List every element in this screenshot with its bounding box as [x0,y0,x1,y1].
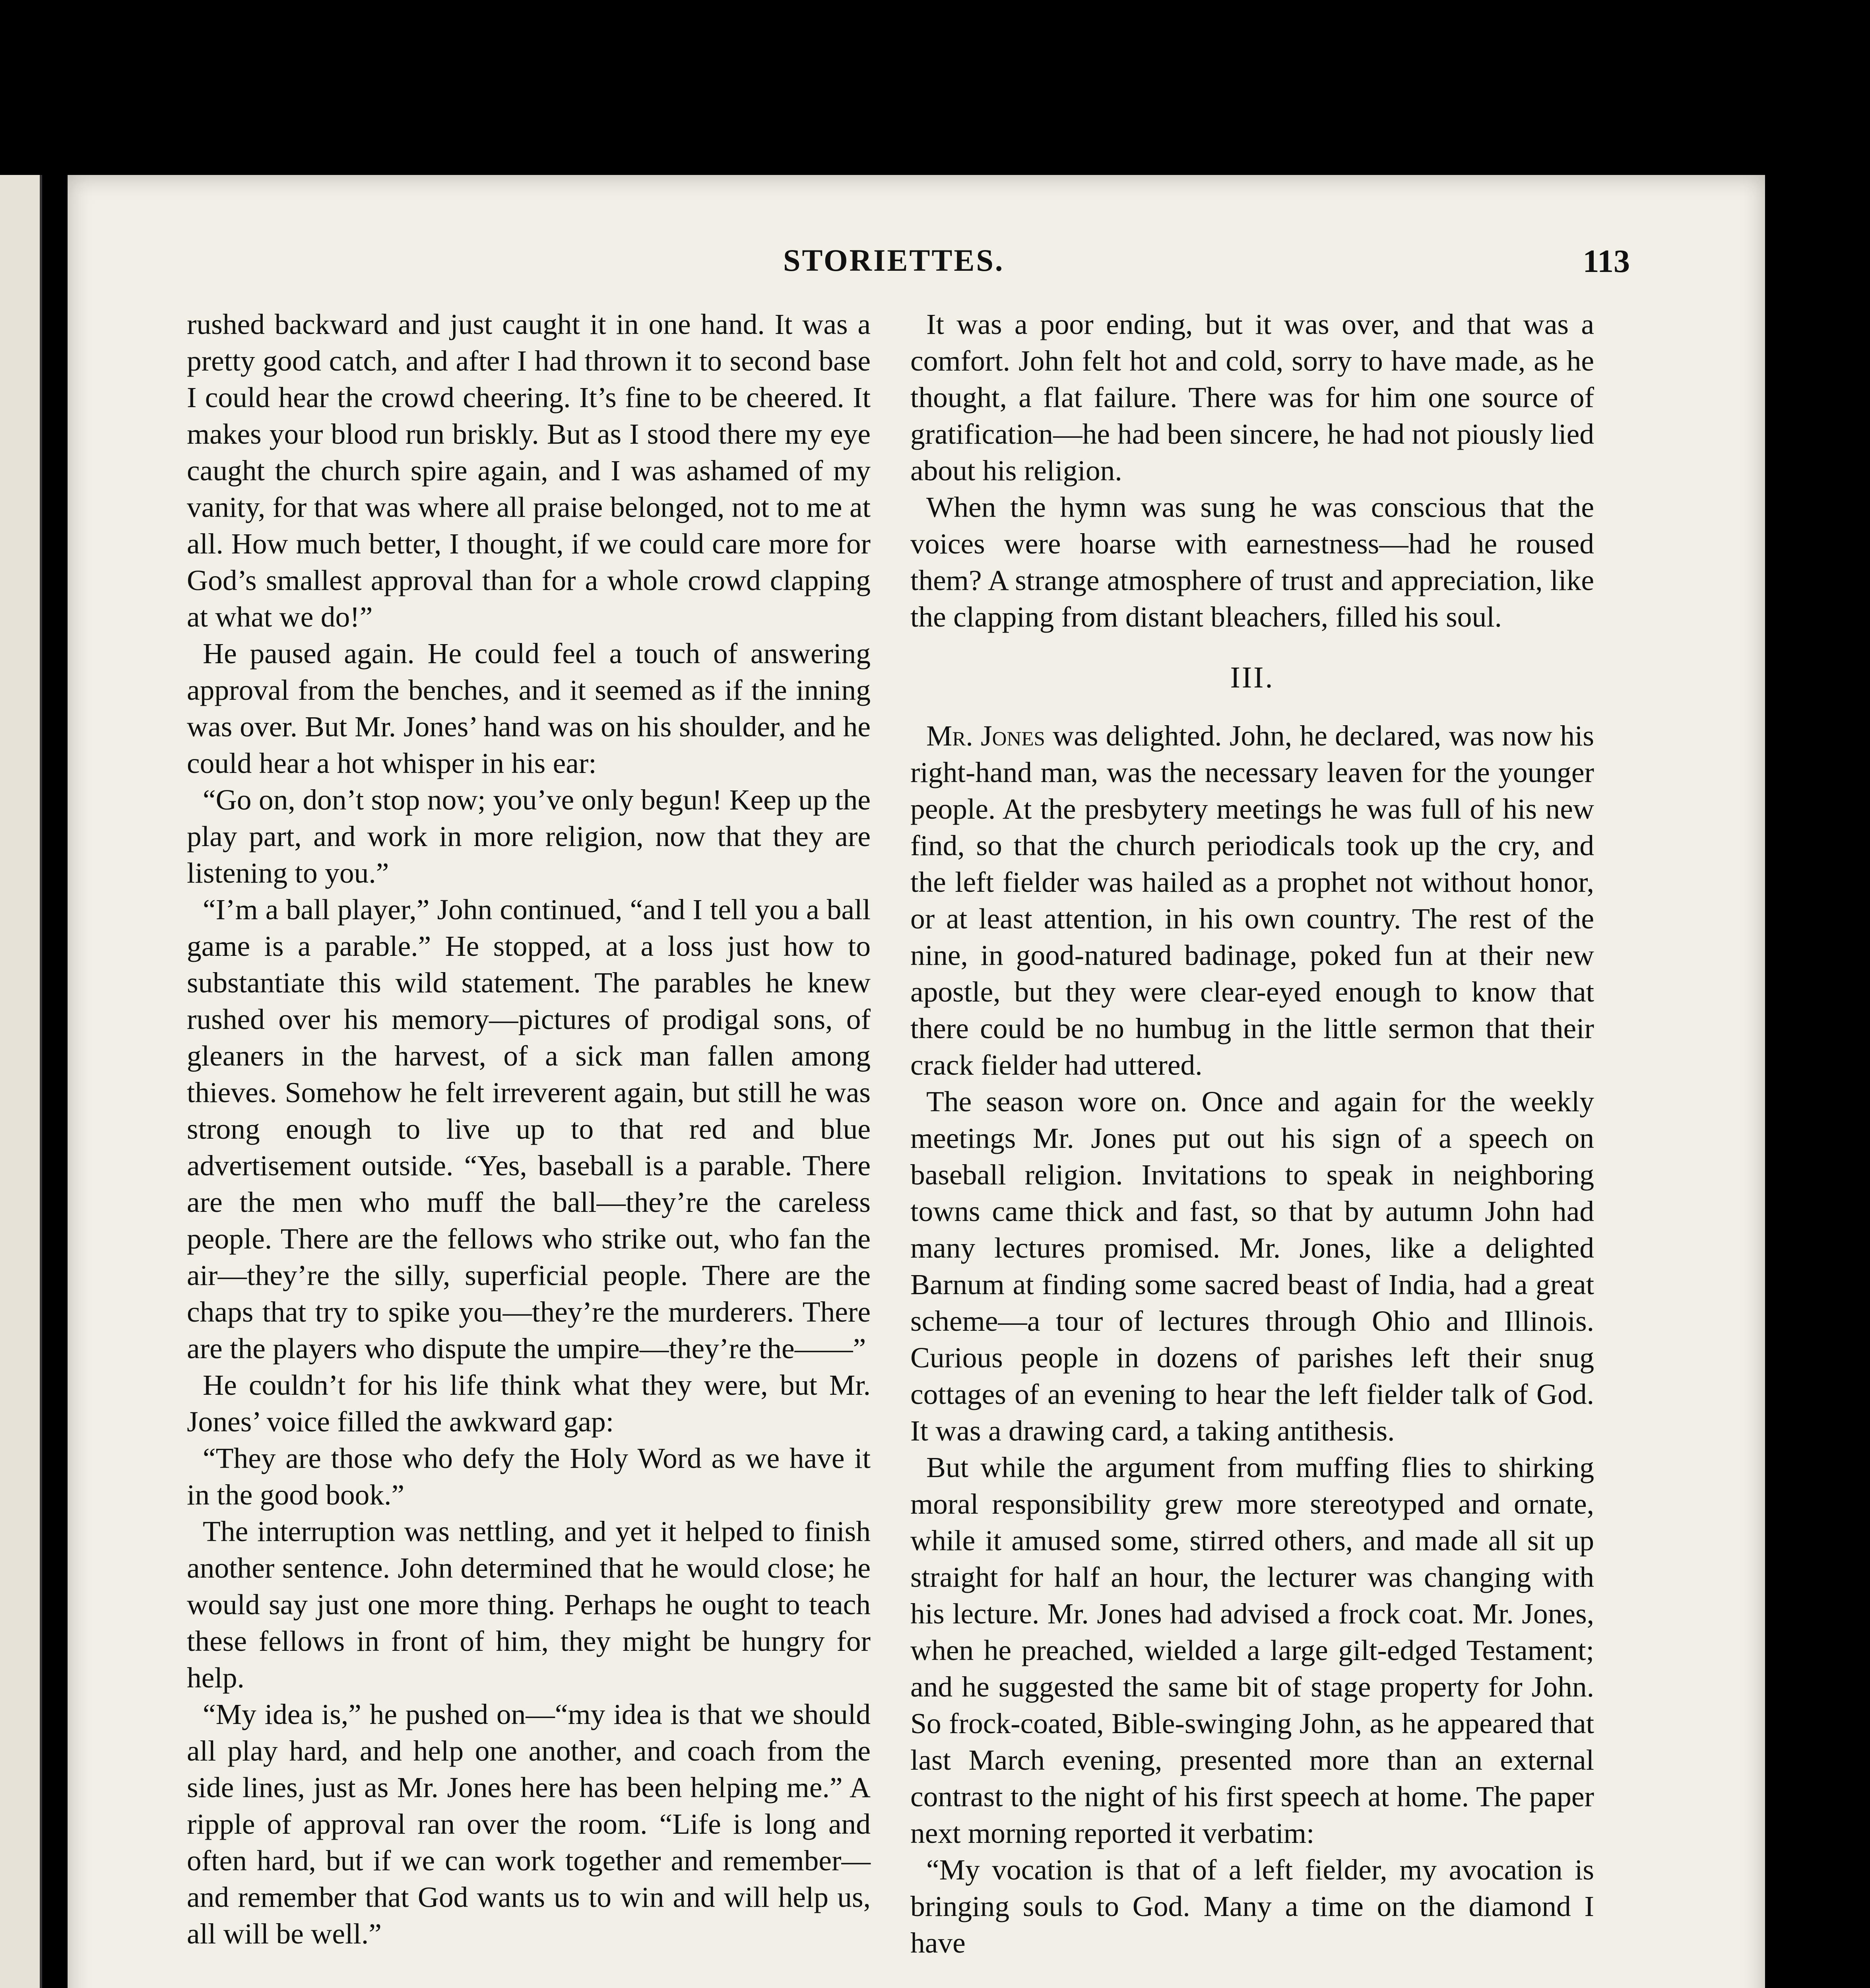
paragraph: When the hymn was sung he was conscious that the voices were hoarse with earnestness—had he roused them? A strange atmosphere of trust and appreciation, like the clapping from distant bleachers, filled his soul. [910,491,1594,633]
adjacent-page-edge [0,175,42,1988]
paragraph: He couldn’t for his life think what they were, but Mr. Jones’ voice filled the awkward gap: [187,1369,871,1438]
paragraph: “They are those who defy the Holy Word as we have it in the good book.” [187,1442,871,1511]
paragraph: “I’m a ball player,” John continued, “and I tell you a ball game is a parable.” He stopped, at a loss just how to substantiate this wild statement. The parables he knew rushed over his memory—pictures of prodigal sons, of gleaners in the harvest, of a sick man fallen among thieves. Somehow he felt irreverent again, but still he was strong enough to live up to that red and blue advertisement outside. “Yes, baseball is a parable. There are the men who muff the ball—they’re the careless people. There are the fellows who strike out, who fan the air—they’re the silly, superficial people. There are the chaps that try to spike you—they’re the murderers. There are the players who dispute the umpire—they’re the——” [187,893,871,1365]
paragraph: It was a poor ending, but it was over, and that was a comfort. John felt hot and cold, sorry to have made, as he thought, a flat failure. There was for him one source of gratification—he had been sincere, he had not piously lied about his religion. [910,308,1594,487]
paragraph: rushed backward and just caught it in one hand. It was a pretty good catch, and after I had thrown it to second base I could hear the crowd cheering. It’s fine to be cheered. It makes your blood run briskly. But as I stood there my eye caught the church spire again, and I was ashamed of my vanity, for that was where all praise belonged, not to me at all. How much better, I thought, if we could care more for God’s smallest approval than for a whole crowd clapping at what we do!” [187,308,871,633]
paragraph [910,718,1594,1083]
book-page [68,175,1765,1988]
right-column [910,306,1594,1961]
paragraph: “Go on, don’t stop now; you’ve only begun! Keep up the play part, and work in more religion, now that they are listening to you.” [187,784,871,889]
paragraph: “My idea is,” he pushed on—“my idea is that we should all play hard, and help one another, and coach from the side lines, just as Mr. Jones here has been helping me.” A ripple of approval ran over the room. “Life is long and often hard, but if we can work together and remember—and remember that God wants us to win and will help us, all will be well.” [187,1698,871,1950]
paragraph-body: was delighted. John, he declared, was now his right-hand man, was the necessary leaven for the younger people. At the presbytery meetings he was full of his new find, so that the church periodicals took up the cry, and the left fielder was hailed as a prophet not without honor, or at least attention, in his own country. The rest of the nine, in good-natured badinage, poked fun at their new apostle, but they were clear-eyed enough to know that there could be no humbug in the little sermon that their crack fielder had uttered. [910,720,1594,1081]
page-number: 113 [1583,243,1630,279]
section-heading: III. [1230,661,1274,694]
paragraph: He paused again. He could feel a touch of answering approval from the benches, and it seemed as if the inning was over. But Mr. Jones’ hand was on his shoulder, and he could hear a hot whisper in his ear: [187,637,871,779]
paragraph: “My vocation is that of a left fielder, my avocation is bringing souls to God. Many a time on the diamond I have [910,1854,1594,1959]
paragraph: The interruption was nettling, and yet it helped to finish another sentence. John determined that he would close; he would say just one more thing. Perhaps he ought to teach these fellows in front of him, they might be hungry for help. [187,1515,871,1694]
paragraph-lead: Mr. Jones [926,720,1045,752]
paragraph: But while the argument from muffing flies to shirking moral responsibility grew more stereotyped and ornate, while it amused some, stirred others, and made all sit up straight for half an hour, the lecturer was changing with his lecture. Mr. Jones had advised a frock coat. Mr. Jones, when he preached, wielded a large gilt-edged Testament; and he suggested the same bit of stage property for John. So frock-coated, Bible-swinging John, as he appeared that last March evening, presented more than an external contrast to the night of his first speech at home. The paper next morning reported it verbatim: [910,1451,1594,1849]
left-column [187,306,871,1952]
paragraph: The season wore on. Once and again for the weekly meetings Mr. Jones put out his sign of a speech on baseball religion. Invitations to speak in neighboring towns came thick and fast, so that by autumn John had many lectures promised. Mr. Jones, like a delighted Barnum at finding some sacred beast of India, had a great scheme—a tour of lectures through Ohio and Illinois. Curious people in dozens of parishes left their snug cottages of an evening to hear the left fielder talk of God. It was a drawing card, a taking antithesis. [910,1085,1594,1447]
running-head [68,243,1765,290]
running-title: STORIETTES. [783,243,1005,278]
